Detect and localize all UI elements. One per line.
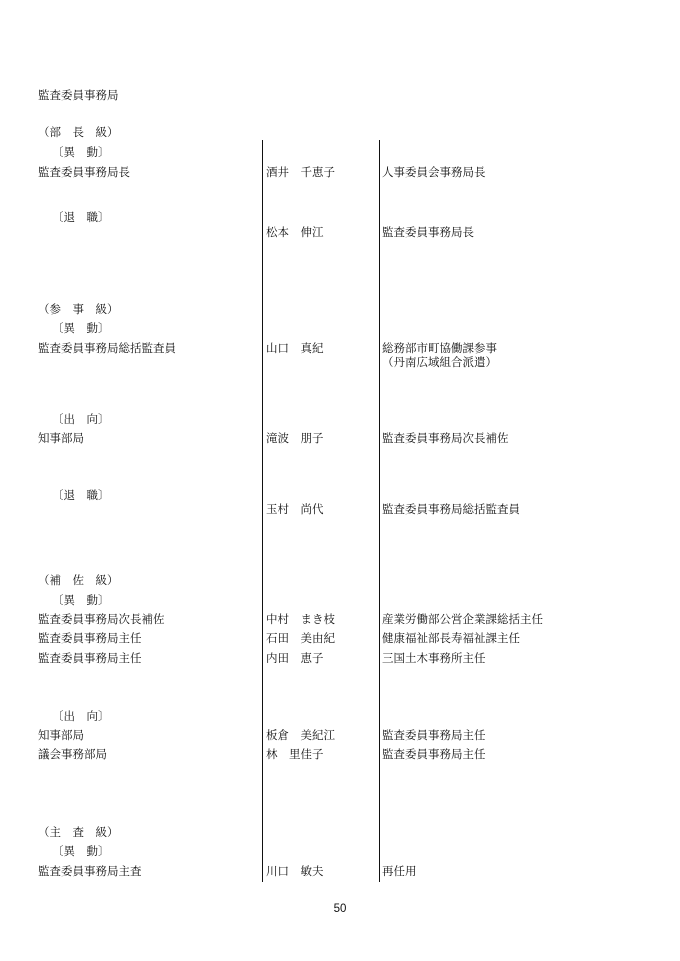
person-name: 川口 敏夫: [266, 864, 324, 878]
person-name: 玉村 尚代: [266, 502, 324, 516]
old-post: 監査委員事務局主任: [382, 728, 486, 742]
person-name: 内田 恵子: [266, 651, 324, 665]
old-post: 総務部市町協働課参事: [382, 341, 497, 355]
grade-heading: （補 佐 級）: [38, 573, 119, 587]
new-post: 監査委員事務局主任: [38, 631, 142, 645]
old-post: 監査委員事務局総括監査員: [382, 502, 520, 516]
new-post: 監査委員事務局長: [38, 165, 130, 179]
old-post-note: （丹南広域組合派遣）: [382, 355, 497, 369]
new-post: 議会事務部局: [38, 747, 107, 761]
old-post: 産業労働部公営企業課総括主任: [382, 612, 543, 626]
person-name: 山口 真紀: [266, 341, 324, 355]
change-type-label: 〔出 向〕: [52, 709, 110, 723]
person-name: 林 里佳子: [266, 747, 324, 761]
grade-heading: （主 査 級）: [38, 825, 119, 839]
old-post: 健康福祉部長寿福祉課主任: [382, 631, 520, 645]
change-type-label: 〔退 職〕: [52, 488, 110, 502]
change-type-label: 〔異 動〕: [52, 844, 110, 858]
person-name: 酒井 千恵子: [266, 165, 335, 179]
person-name: 滝波 朋子: [266, 431, 324, 445]
page-title: 監査委員事務局: [38, 88, 119, 102]
old-post: 監査委員事務局主任: [382, 747, 486, 761]
column-divider-right: [379, 140, 380, 882]
new-post: 監査委員事務局主査: [38, 864, 142, 878]
new-post: 監査委員事務局総括監査員: [38, 341, 176, 355]
person-name: 松本 伸江: [266, 225, 324, 239]
grade-heading: （参 事 級）: [38, 302, 119, 316]
change-type-label: 〔異 動〕: [52, 321, 110, 335]
old-post: 監査委員事務局次長補佐: [382, 431, 509, 445]
change-type-label: 〔退 職〕: [52, 210, 110, 224]
new-post: 知事部局: [38, 431, 84, 445]
old-post: 三国土木事務所主任: [382, 651, 486, 665]
person-name: 石田 美由紀: [266, 631, 335, 645]
new-post: 監査委員事務局主任: [38, 651, 142, 665]
old-post: 再任用: [382, 864, 417, 878]
grade-heading: （部 長 級）: [38, 125, 119, 139]
change-type-label: 〔異 動〕: [52, 145, 110, 159]
new-post: 知事部局: [38, 728, 84, 742]
person-name: 板倉 美紀江: [266, 728, 335, 742]
new-post: 監査委員事務局次長補佐: [38, 612, 165, 626]
person-name: 中村 まき枝: [266, 612, 335, 626]
old-post: 人事委員会事務局長: [382, 165, 486, 179]
page-number: 50: [333, 903, 347, 915]
column-divider-left: [262, 140, 263, 882]
old-post: 監査委員事務局長: [382, 225, 474, 239]
change-type-label: 〔異 動〕: [52, 593, 110, 607]
change-type-label: 〔出 向〕: [52, 412, 110, 426]
